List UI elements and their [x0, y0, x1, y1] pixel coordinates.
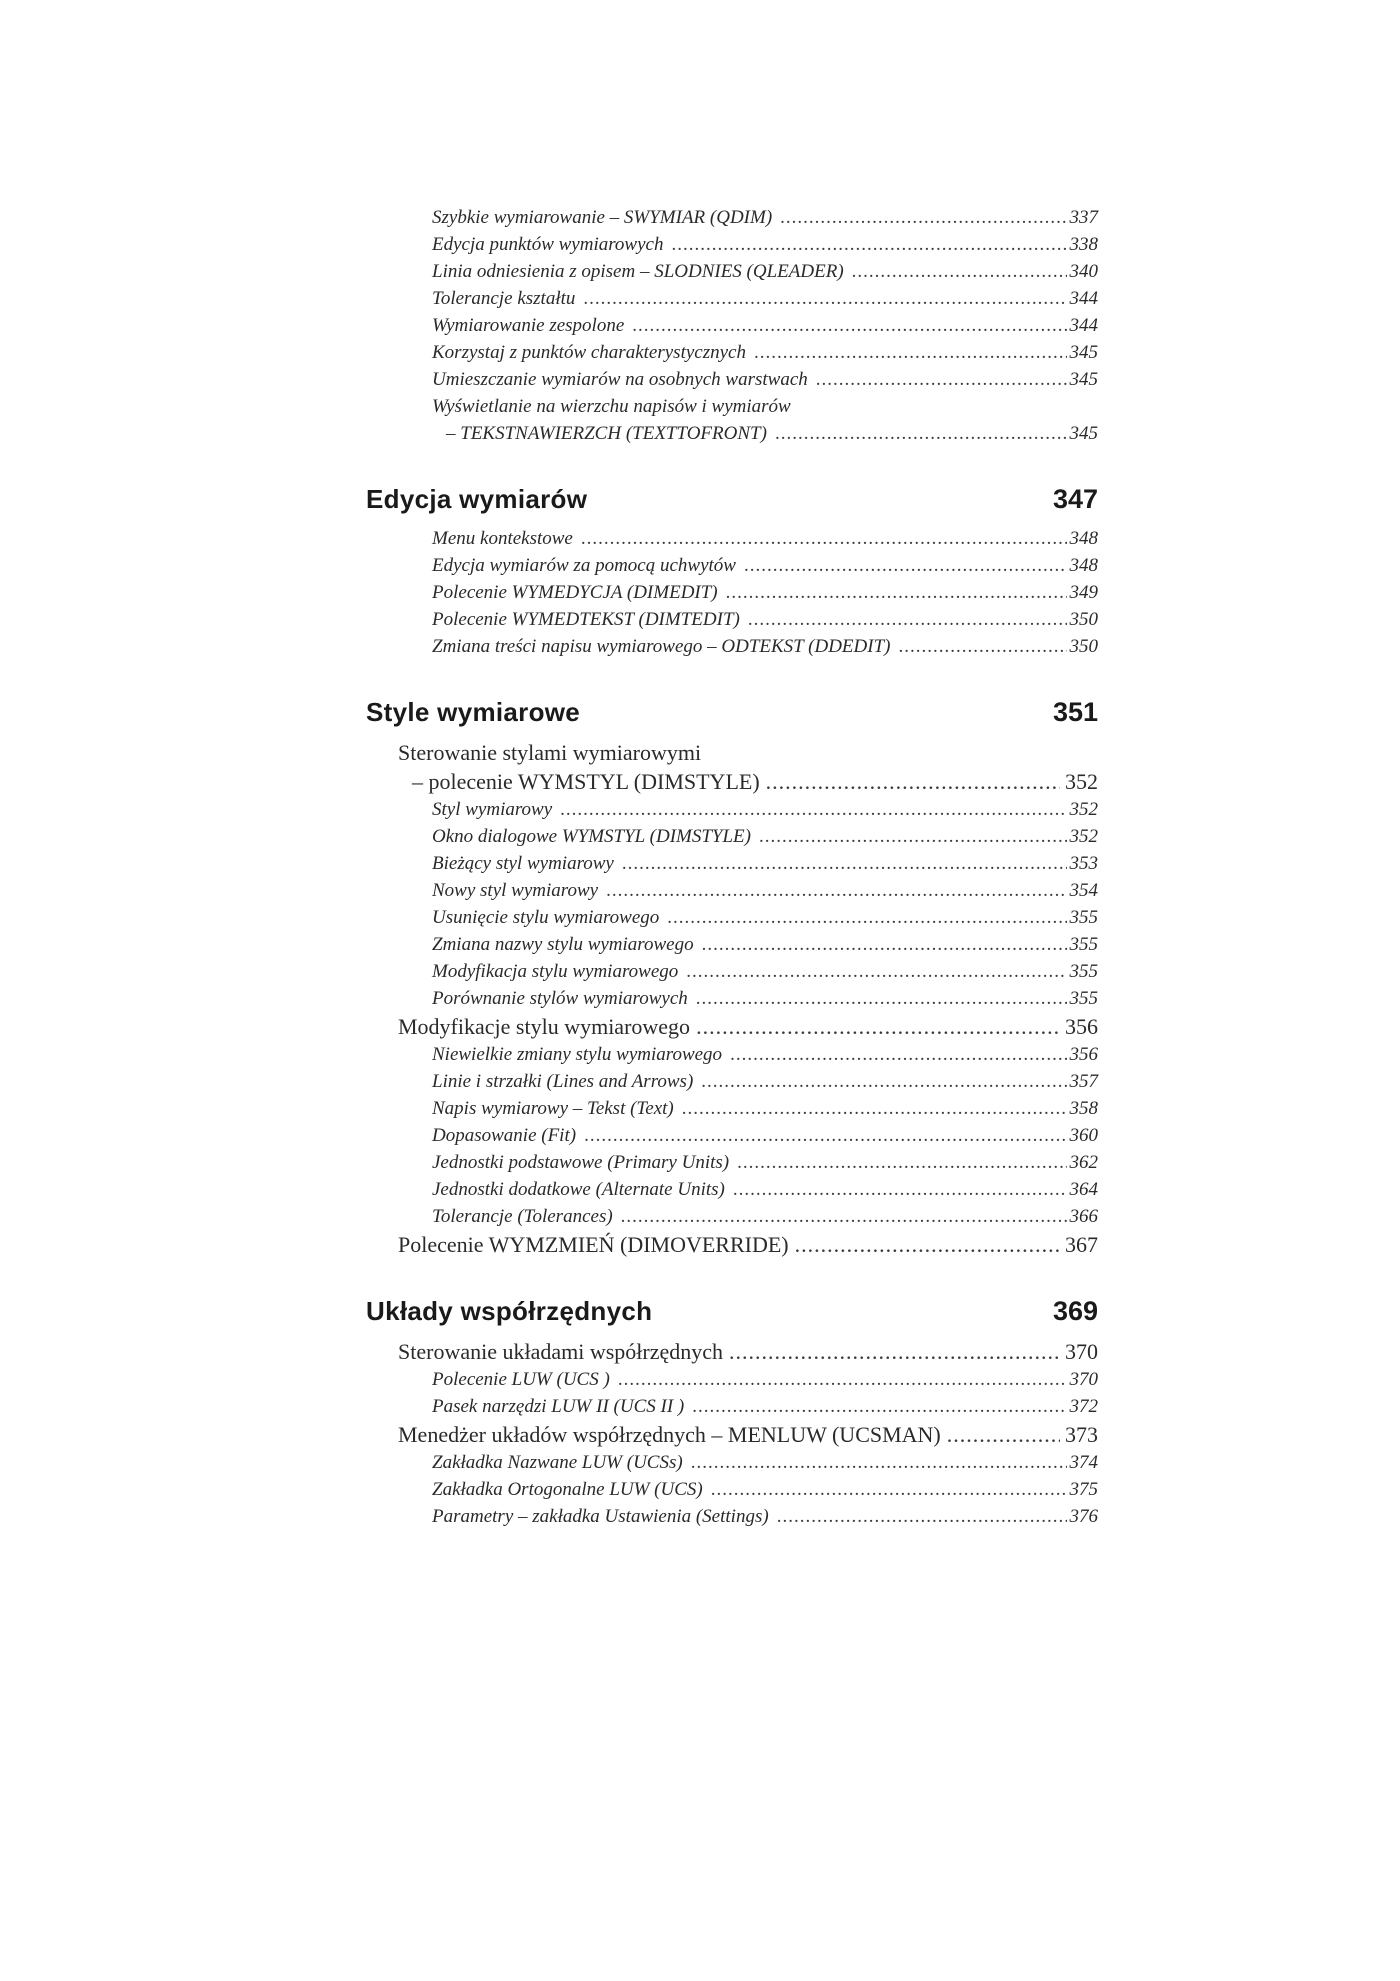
toc-entry-title: Polecenie LUW (UCS ) — [432, 1369, 610, 1390]
toc-entry-title: Jednostki podstawowe (Primary Units) — [432, 1152, 730, 1173]
dot-leader — [581, 525, 1067, 552]
toc-entry-title: Zmiana treści napisu wymiarowego – ODTEKST (DDEDIT) — [432, 636, 891, 657]
toc-entry-page-number: 337 — [1069, 207, 1098, 228]
dot-leader — [759, 823, 1067, 850]
toc-entry-title: Edycja wymiarów za pomocą uchwytów — [432, 555, 736, 576]
toc-entry-page-number: 356 — [1069, 1044, 1098, 1065]
toc-entry-page-number: 364 — [1069, 1179, 1098, 1200]
toc-entry — [366, 1041, 1098, 1068]
toc-entry-page-number: 345 — [1069, 423, 1098, 444]
toc-entry-page-number: 375 — [1069, 1479, 1098, 1500]
toc-entry-title: Szybkie wymiarowanie – SWYMIAR (QDIM) — [432, 207, 773, 228]
toc-entry — [366, 579, 1098, 606]
toc-entry — [366, 1122, 1098, 1149]
toc-entry-page-number: 345 — [1069, 342, 1098, 363]
toc-entry — [366, 796, 1098, 823]
dot-leader — [696, 985, 1067, 1012]
toc-entry-page-number: 352 — [1069, 826, 1098, 847]
chapter-title: Edycja wymiarów — [366, 484, 588, 514]
dot-leader — [701, 1068, 1066, 1095]
toc-entry-page-number: 355 — [1069, 988, 1098, 1009]
dot-leader — [898, 633, 1066, 660]
chapter-title: Style wymiarowe — [366, 697, 581, 727]
toc-entry — [366, 204, 1098, 231]
toc-entry-title: Nowy styl wymiarowy — [432, 880, 599, 901]
toc-entry — [366, 1503, 1098, 1530]
dot-leader — [748, 606, 1067, 633]
toc-entry-title: Umieszczanie wymiarów na osobnych warstwach — [432, 369, 808, 390]
chapter-heading — [366, 457, 1098, 519]
toc-entry-title: Tolerancje (Tolerances) — [432, 1206, 613, 1227]
toc-entry-title: Wyświetlanie na wierzchu napisów i wymiarów — [432, 396, 791, 417]
toc-entry — [366, 285, 1098, 312]
dot-leader — [744, 552, 1067, 579]
dot-leader — [622, 850, 1067, 877]
toc-entry-page-number: 376 — [1069, 1506, 1098, 1527]
toc-entry — [366, 633, 1098, 660]
toc-entry — [366, 258, 1098, 285]
toc-entry — [366, 1366, 1098, 1393]
toc-entry-title: Polecenie WYMZMIEŃ (DIMOVERRIDE) — [398, 1232, 789, 1257]
toc-entry — [366, 985, 1098, 1012]
toc-entry — [366, 1095, 1098, 1122]
table-of-contents — [366, 204, 1098, 1530]
toc-entry — [366, 877, 1098, 904]
toc-entry-title: Korzystaj z punktów charakterystycznych — [432, 342, 746, 363]
toc-entry-page-number: 344 — [1069, 288, 1098, 309]
toc-entry-page-number: 372 — [1069, 1396, 1098, 1417]
dot-leader — [583, 285, 1066, 312]
toc-entry-page-number: 355 — [1069, 961, 1098, 982]
toc-entry-page-number: 354 — [1069, 880, 1098, 901]
toc-entry-title: Okno dialogowe WYMSTYL (DIMSTYLE) — [432, 826, 751, 847]
dot-leader — [618, 1366, 1067, 1393]
toc-entry-page-number: 355 — [1069, 934, 1098, 955]
toc-entry-page-number: 370 — [1069, 1369, 1098, 1390]
toc-entry-title: Parametry – zakładka Ustawienia (Settings) — [432, 1506, 769, 1527]
toc-entry-page-number: 366 — [1069, 1206, 1098, 1227]
toc-entry-page-number: 344 — [1069, 315, 1098, 336]
toc-entry-page-number: 352 — [1069, 799, 1098, 820]
dot-leader — [777, 1503, 1067, 1530]
toc-entry-title: Pasek narzędzi LUW II (UCS II ) — [432, 1396, 685, 1417]
toc-entry — [366, 1012, 1098, 1041]
dot-leader — [780, 204, 1066, 231]
toc-entry-page-number: 353 — [1069, 853, 1098, 874]
chapter-heading — [366, 670, 1098, 732]
toc-entry — [366, 1149, 1098, 1176]
dot-leader — [632, 312, 1066, 339]
dot-leader — [692, 1393, 1066, 1420]
toc-entry — [366, 1476, 1098, 1503]
toc-entry-page-number: 358 — [1069, 1098, 1098, 1119]
dot-leader — [729, 1337, 1060, 1366]
dot-leader — [702, 931, 1067, 958]
toc-entry-title: Usunięcie stylu wymiarowego — [432, 907, 660, 928]
toc-entry-title: Bieżący styl wymiarowy — [432, 853, 614, 874]
dot-leader — [766, 767, 1060, 796]
toc-entry-title: Zakładka Ortogonalne LUW (UCS) — [432, 1479, 703, 1500]
toc-entry-page-number: 350 — [1069, 636, 1098, 657]
dot-leader — [852, 258, 1067, 285]
toc-entry-title: Polecenie WYMEDTEKST (DIMTEDIT) — [432, 609, 740, 630]
toc-entry — [366, 823, 1098, 850]
dot-leader — [560, 796, 1066, 823]
chapter-heading — [366, 1269, 1098, 1331]
toc-entry — [366, 1449, 1098, 1476]
toc-entry-page-number: 345 — [1069, 369, 1098, 390]
chapter-page-number: 351 — [1052, 697, 1098, 727]
dot-leader — [621, 1203, 1067, 1230]
dot-leader — [671, 231, 1066, 258]
dot-leader — [754, 339, 1067, 366]
dot-leader — [737, 1149, 1066, 1176]
toc-entry-title: Menedżer układów współrzędnych – MENLUW (UCSMAN) — [398, 1422, 941, 1447]
chapter-page-number: 347 — [1052, 484, 1098, 514]
toc-entry — [366, 525, 1098, 552]
toc-entry — [366, 738, 1098, 796]
toc-entry-page-number: 360 — [1069, 1125, 1098, 1146]
toc-entry — [366, 339, 1098, 366]
toc-entry-title: Linie i strzałki (Lines and Arrows) — [432, 1071, 694, 1092]
dot-leader — [691, 1449, 1067, 1476]
toc-entry-page-number: 352 — [1065, 769, 1098, 794]
toc-entry-title: Dopasowanie (Fit) — [432, 1125, 577, 1146]
toc-entry-page-number: 367 — [1065, 1232, 1098, 1257]
dot-leader — [696, 1012, 1060, 1041]
dot-leader — [795, 1230, 1060, 1259]
dot-leader — [584, 1122, 1066, 1149]
dot-leader — [775, 420, 1067, 447]
toc-entry-page-number: 350 — [1069, 609, 1098, 630]
dot-leader — [686, 958, 1066, 985]
toc-entry — [366, 231, 1098, 258]
toc-entry-title: – polecenie WYMSTYL (DIMSTYLE) — [412, 769, 760, 794]
toc-entry — [366, 1203, 1098, 1230]
toc-entry — [366, 931, 1098, 958]
toc-entry-title: Porównanie stylów wymiarowych — [432, 988, 688, 1009]
toc-entry-title: Linia odniesienia z opisem – SLODNIES (QLEADER) — [432, 261, 844, 282]
toc-entry-title: – TEKSTNAWIERZCH (TEXTTOFRONT) — [446, 423, 767, 444]
dot-leader — [606, 877, 1066, 904]
toc-entry-title: Sterowanie stylami wymiarowymi — [398, 740, 702, 765]
toc-entry-title: Zmiana nazwy stylu wymiarowego — [432, 934, 694, 955]
dot-leader — [682, 1095, 1067, 1122]
toc-entry-page-number: 338 — [1069, 234, 1098, 255]
toc-entry — [366, 312, 1098, 339]
toc-entry-title: Niewielkie zmiany stylu wymiarowego — [432, 1044, 723, 1065]
toc-entry-page-number: 357 — [1069, 1071, 1098, 1092]
toc-entry-page-number: 349 — [1069, 582, 1098, 603]
toc-entry — [366, 552, 1098, 579]
toc-entry-title: Polecenie WYMEDYCJA (DIMEDIT) — [432, 582, 718, 603]
dot-leader — [711, 1476, 1067, 1503]
toc-entry-page-number: 348 — [1069, 555, 1098, 576]
toc-entry-page-number: 370 — [1065, 1339, 1098, 1364]
toc-entry — [366, 1393, 1098, 1420]
toc-entry — [366, 1420, 1098, 1449]
toc-entry-page-number: 356 — [1065, 1014, 1098, 1039]
toc-entry-title: Wymiarowanie zespolone — [432, 315, 625, 336]
toc-entry — [366, 1068, 1098, 1095]
dot-leader — [730, 1041, 1066, 1068]
toc-entry-page-number: 340 — [1069, 261, 1098, 282]
toc-entry-title: Zakładka Nazwane LUW (UCSs) — [432, 1452, 683, 1473]
toc-entry-title: Menu kontekstowe — [432, 528, 573, 549]
toc-entry-page-number: 374 — [1069, 1452, 1098, 1473]
toc-entry-page-number: 348 — [1069, 528, 1098, 549]
toc-entry-title: Tolerancje kształtu — [432, 288, 576, 309]
toc-entry-title: Styl wymiarowy — [432, 799, 553, 820]
toc-entry-title: Jednostki dodatkowe (Alternate Units) — [432, 1179, 725, 1200]
dot-leader — [733, 1176, 1067, 1203]
toc-entry-page-number: 373 — [1065, 1422, 1098, 1447]
toc-entry — [366, 366, 1098, 393]
toc-entry — [366, 904, 1098, 931]
toc-entry — [366, 1337, 1098, 1366]
toc-entry-title: Sterowanie układami współrzędnych — [398, 1339, 724, 1364]
toc-entry-title: Modyfikacja stylu wymiarowego — [432, 961, 679, 982]
toc-entry — [366, 606, 1098, 633]
toc-entry-title: Napis wymiarowy – Tekst (Text) — [432, 1098, 674, 1119]
toc-entry — [366, 1176, 1098, 1203]
toc-entry — [366, 1230, 1098, 1259]
dot-leader — [947, 1420, 1060, 1449]
toc-entry-title: Edycja punktów wymiarowych — [432, 234, 664, 255]
toc-entry-title: Modyfikacje stylu wymiarowego — [398, 1014, 691, 1039]
toc-entry — [366, 958, 1098, 985]
chapter-title: Układy współrzędnych — [366, 1296, 653, 1326]
chapter-page-number: 369 — [1052, 1296, 1098, 1326]
toc-entry-page-number: 355 — [1069, 907, 1098, 928]
toc-entry — [366, 393, 1098, 447]
dot-leader — [667, 904, 1066, 931]
toc-entry — [366, 850, 1098, 877]
dot-leader — [816, 366, 1067, 393]
dot-leader — [726, 579, 1067, 606]
toc-entry-page-number: 362 — [1069, 1152, 1098, 1173]
